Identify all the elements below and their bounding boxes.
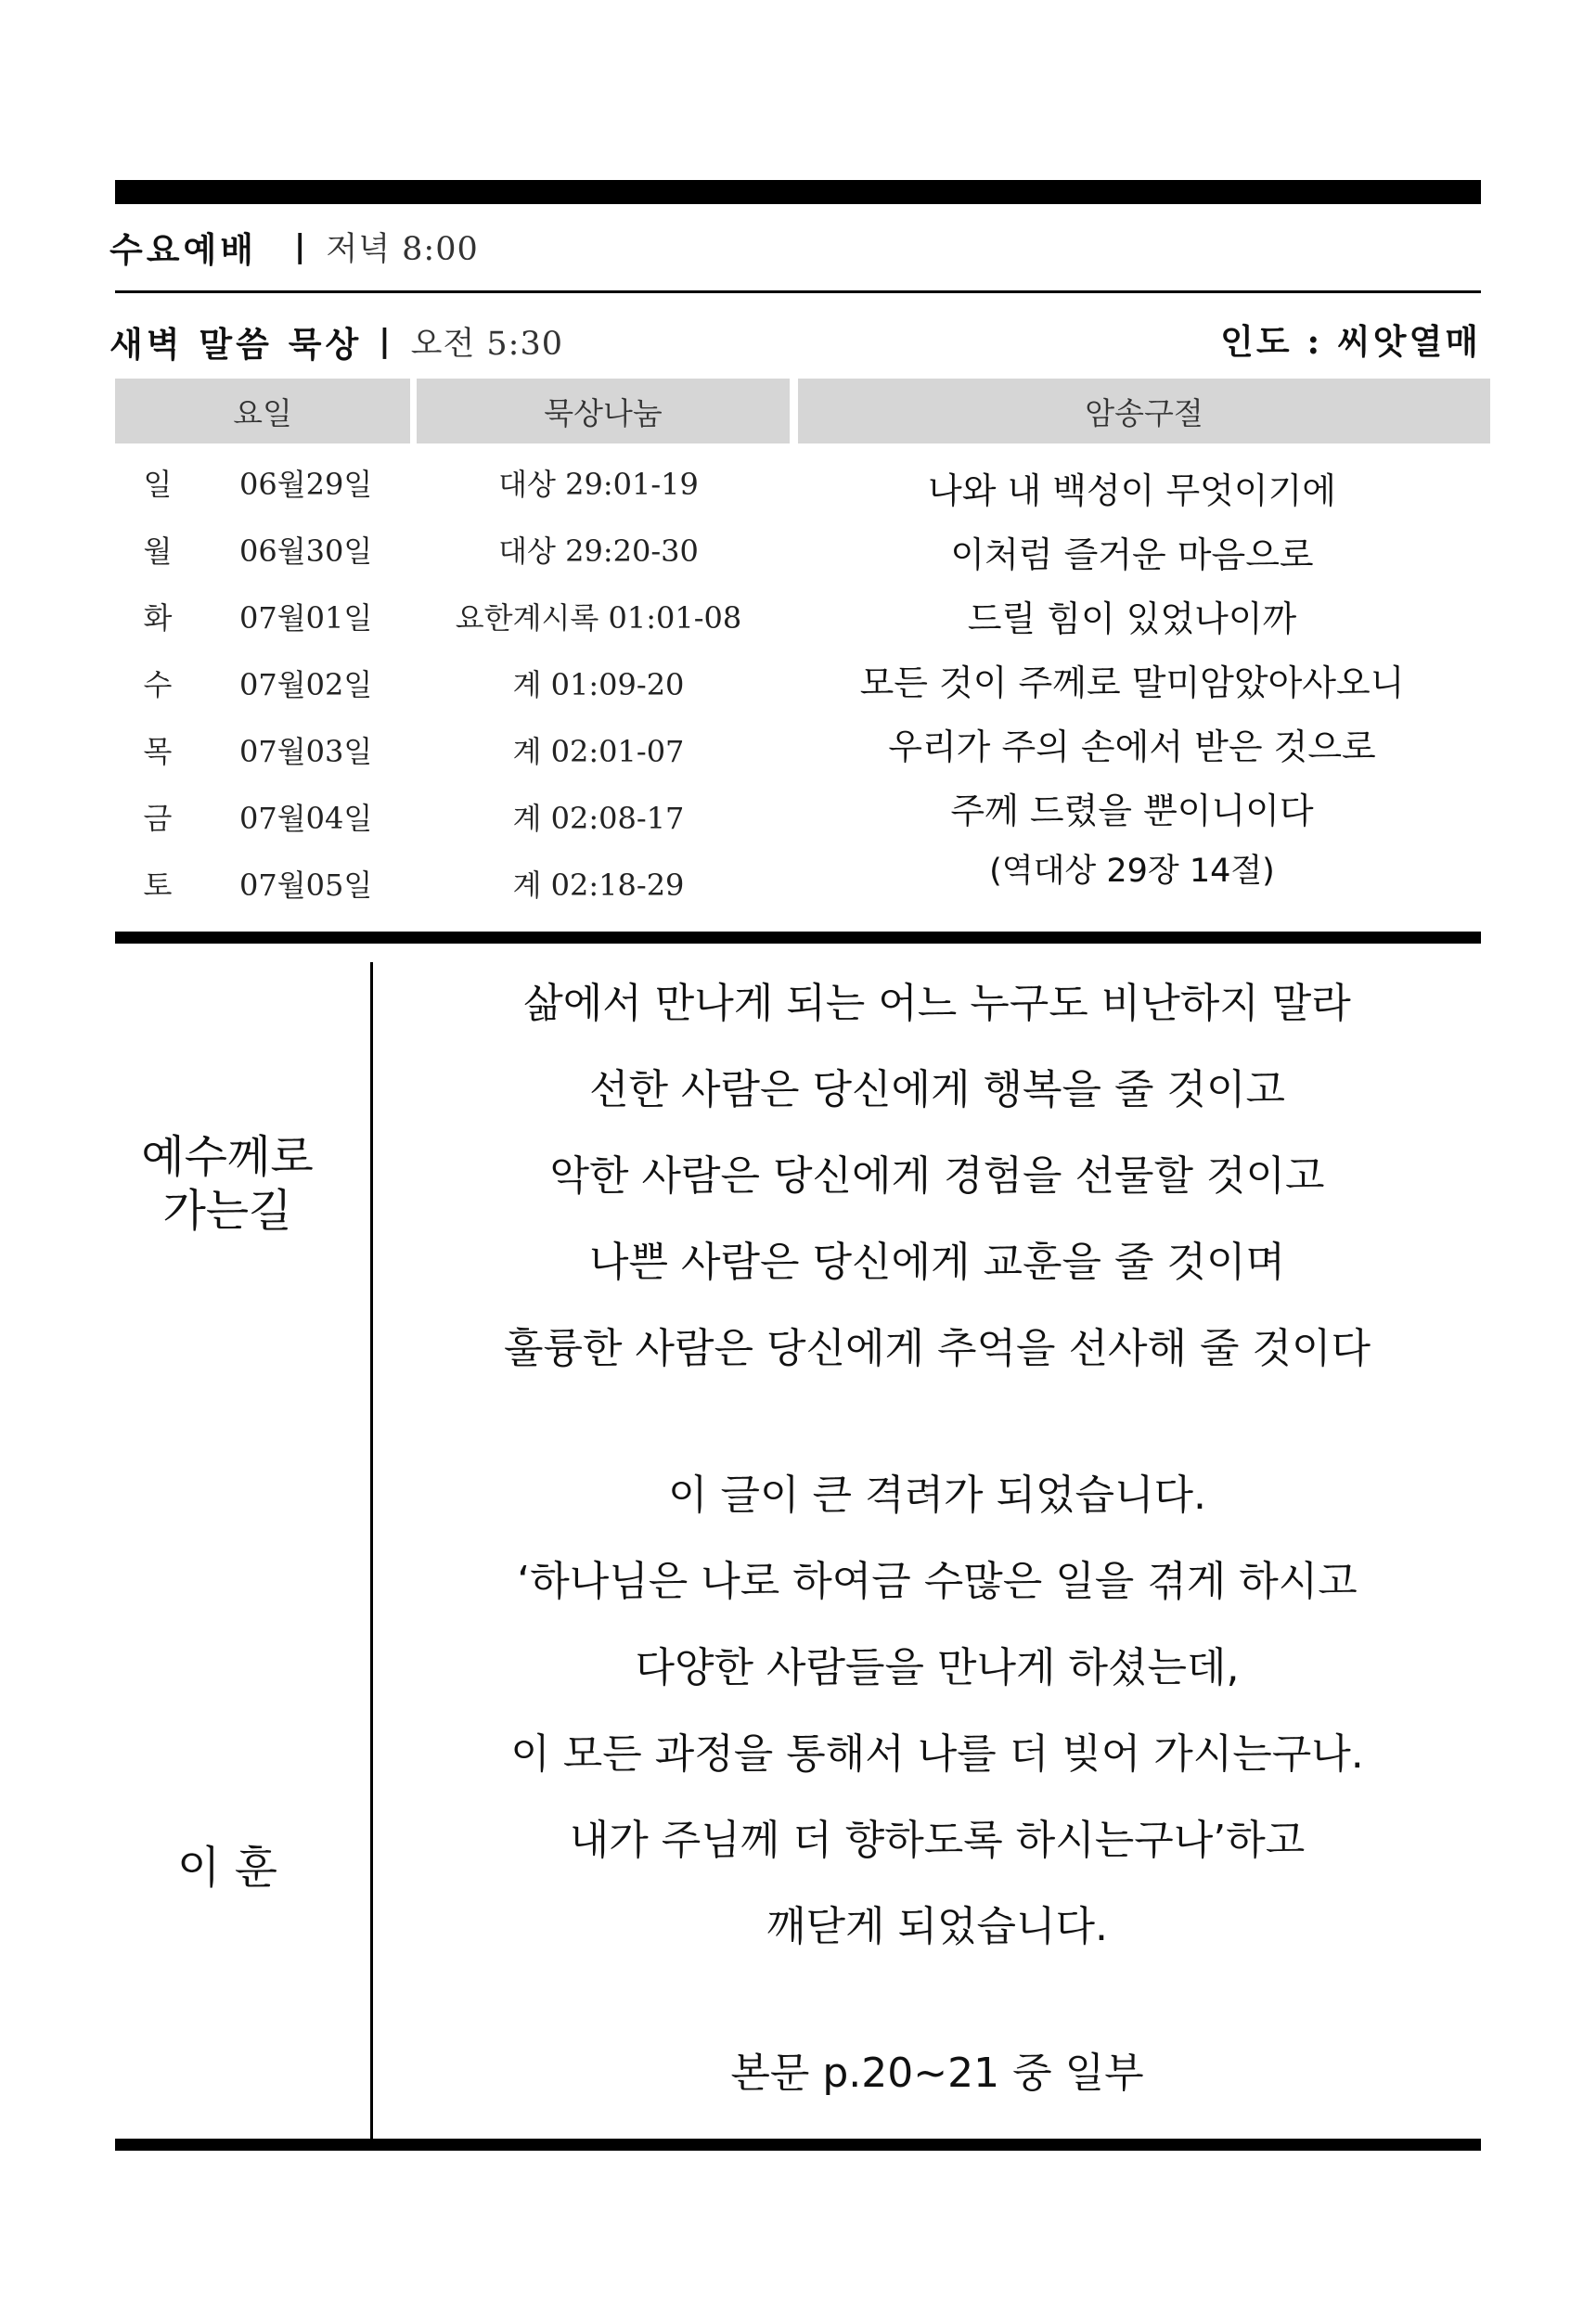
row-day: 화	[143, 600, 173, 636]
memory-verse-line: 이처럼 즐거운 마음으로	[950, 534, 1314, 575]
section-title-line1: 예수께로	[141, 1131, 314, 1183]
table-row	[0, 449, 789, 516]
row-day: 월	[143, 533, 173, 569]
essay-citation: 본문 p.20~21 중 일부	[730, 2050, 1144, 2097]
row-reading: 계 01:09-20	[512, 667, 685, 702]
row-reading: 대상 29:20-30	[498, 533, 699, 569]
memory-verse-line: 모든 것이 주께로 말미암았아사오니	[859, 662, 1405, 703]
author-name: 이 훈	[177, 1842, 277, 1894]
essay-line: ‘하나님은 나로 하여금 수많은 일을 겪게 하시고	[517, 1558, 1358, 1605]
essay-line: 나쁜 사람은 당신에게 교훈을 줄 것이며	[589, 1239, 1285, 1286]
section-divider	[115, 932, 1481, 944]
dawn-meditation-separator: |	[379, 323, 391, 360]
row-day: 일	[143, 467, 173, 502]
essay-line: 깨닫게 되었습니다.	[766, 1903, 1108, 1950]
dawn-meditation-time: 오전 5:30	[410, 326, 563, 363]
essay-line: 내가 주님께 더 향하도록 하시는구나’하고	[569, 1817, 1306, 1864]
memory-verse-line: 나와 내 백성이 무엇이기에	[927, 470, 1337, 511]
row-date: 07월05일	[239, 868, 373, 903]
row-reading: 대상 29:01-19	[498, 467, 699, 502]
wednesday-service-title: 수요예배	[109, 229, 257, 270]
row-reading: 계 02:08-17	[512, 801, 685, 836]
column-divider	[370, 962, 373, 2147]
essay-line: 훌륭한 사람은 당신에게 추억을 선사해 줄 것이다	[504, 1325, 1371, 1372]
essay-line: 선한 사람은 당신에게 행복을 줄 것이고	[589, 1066, 1285, 1113]
row-reading: 계 02:01-07	[512, 734, 685, 769]
dawn-meditation-header	[109, 314, 563, 369]
row-date: 07월02일	[239, 667, 373, 702]
row-day: 토	[143, 868, 173, 903]
row-date: 07월04일	[239, 801, 373, 836]
wednesday-service-header	[109, 219, 479, 275]
wednesday-service-separator: |	[293, 228, 306, 265]
essay-line: 삶에서 만나게 되는 어느 누구도 비난하지 말라	[523, 980, 1351, 1027]
memory-verse	[798, 459, 1466, 899]
row-reading: 계 02:18-29	[512, 868, 685, 903]
row-date: 07월03일	[239, 734, 373, 769]
table-row	[0, 716, 789, 783]
row-day: 금	[143, 801, 173, 836]
memory-verse-source: (역대상 29장 14절)	[989, 853, 1275, 890]
row-date: 07월01일	[239, 600, 373, 636]
header-reading: 묵상나눔	[417, 379, 790, 443]
table-row	[0, 516, 789, 583]
essay-line: 다양한 사람들을 만나게 하셨는데,	[635, 1644, 1240, 1691]
dawn-meditation-leader: 인도 : 씨앗열매	[1220, 321, 1481, 362]
bottom-divider	[115, 2139, 1481, 2151]
table-row	[0, 850, 789, 917]
section-title-line2: 가는길	[162, 1185, 292, 1237]
memory-verse-line: 주께 드렸을 뿐이니이다	[950, 791, 1314, 831]
essay-line: 이 모든 과정을 통해서 나를 더 빚어 가시는구나.	[510, 1730, 1364, 1778]
essay-line: 악한 사람은 당신에게 경험을 선물할 것이고	[549, 1152, 1325, 1200]
wednesday-service-time: 저녁 8:00	[326, 231, 479, 268]
section-title	[116, 1130, 339, 1238]
header-divider	[115, 290, 1481, 293]
header-day: 요일	[115, 379, 410, 443]
header-memory: 암송구절	[798, 379, 1490, 443]
table-row	[0, 583, 789, 649]
dawn-meditation-title: 새벽 말씀 묵상	[109, 324, 363, 365]
top-divider	[115, 180, 1481, 204]
row-reading: 요한계시록 01:01-08	[455, 600, 742, 636]
essay-line: 이 글이 큰 격려가 되었습니다.	[668, 1472, 1206, 1519]
row-date: 06월29일	[239, 467, 373, 502]
row-day: 목	[143, 734, 173, 769]
row-date: 06월30일	[239, 533, 373, 569]
essay-body	[380, 960, 1494, 2116]
memory-verse-line: 우리가 주의 손에서 받은 것으로	[888, 726, 1376, 767]
table-row	[0, 649, 789, 716]
row-day: 수	[143, 667, 173, 702]
table-row	[0, 783, 789, 850]
memory-verse-line: 드릴 힘이 있었나이까	[967, 598, 1297, 639]
